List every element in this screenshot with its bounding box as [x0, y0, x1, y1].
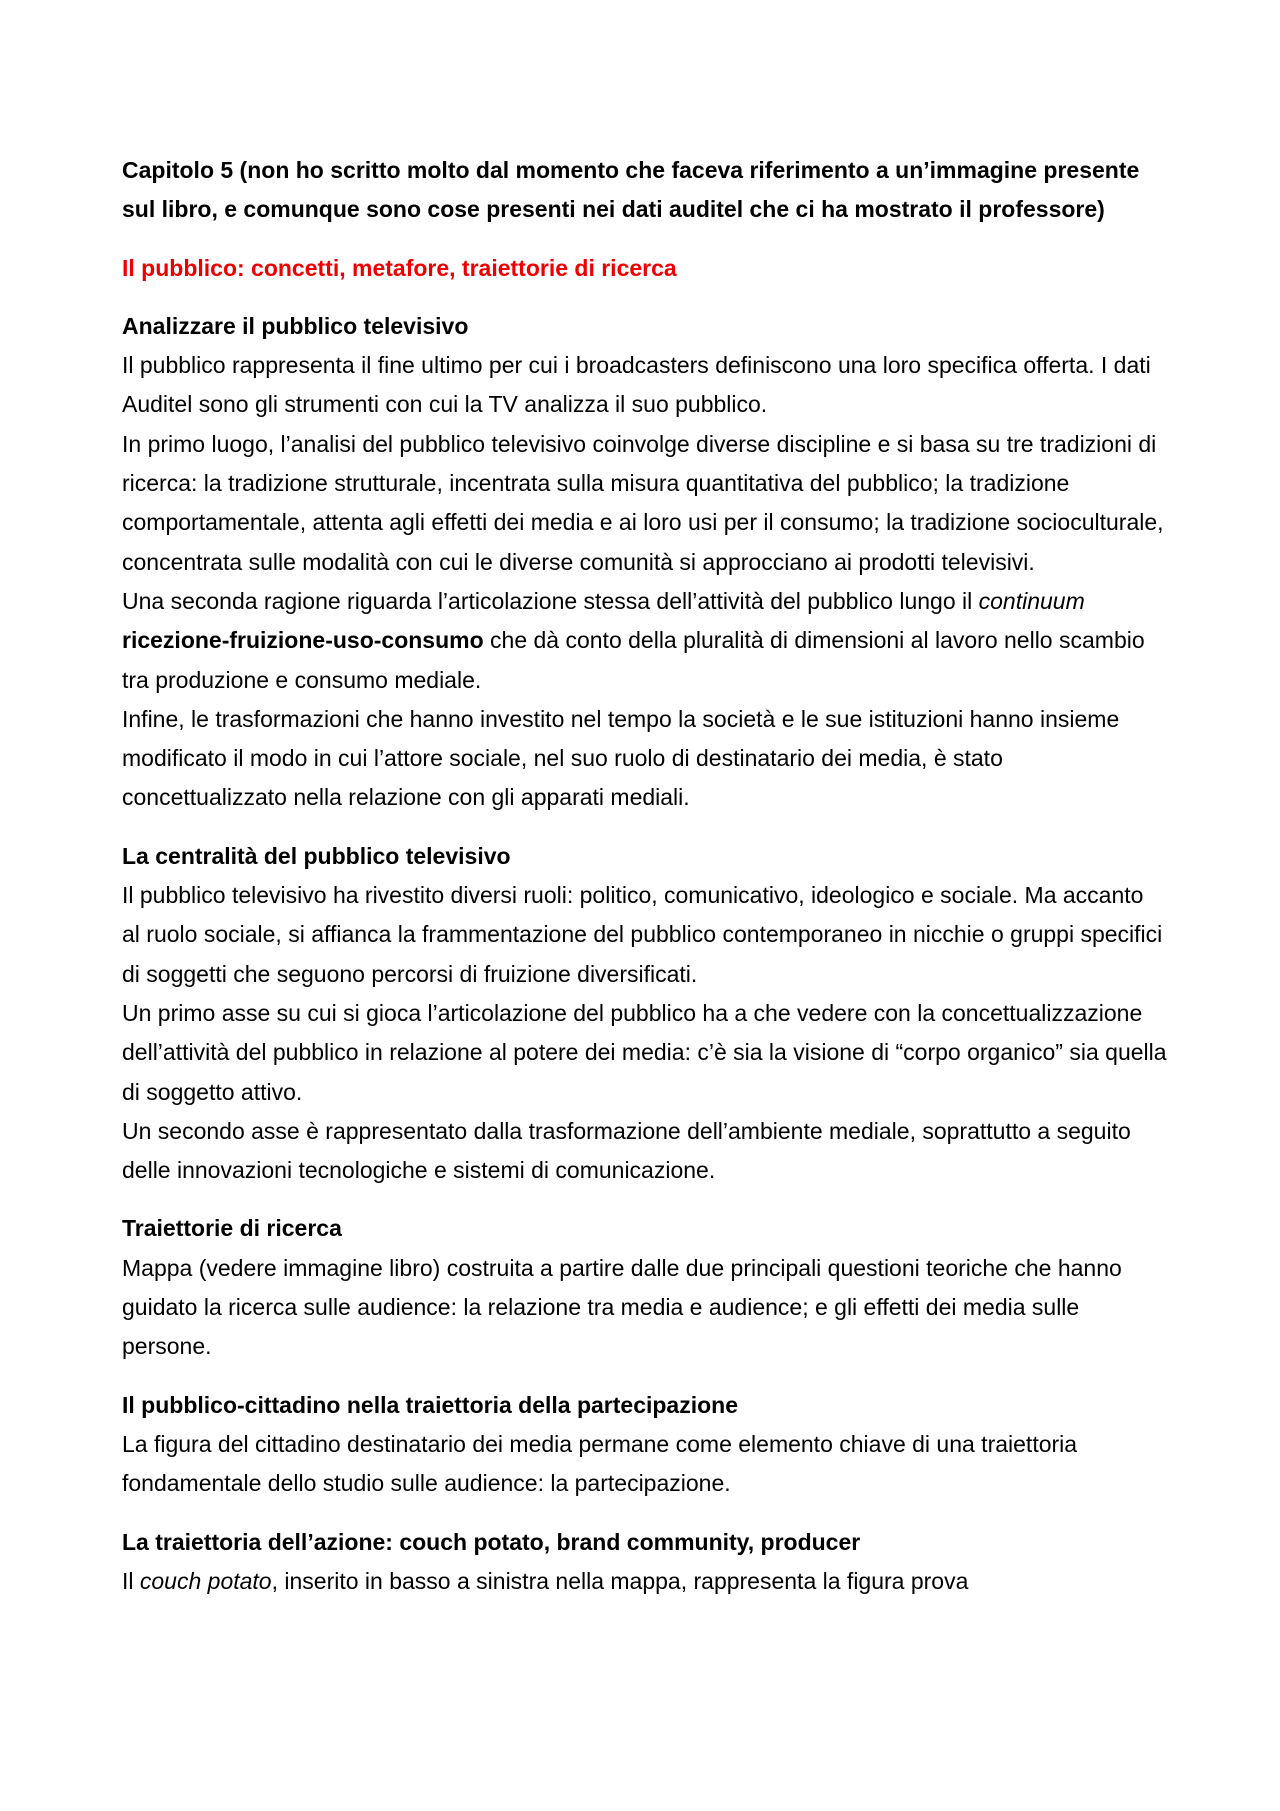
section-centralita [122, 837, 1167, 1191]
section-heading: La centralità del pubblico televisivo [122, 842, 511, 869]
section-traiettorie [122, 1209, 1167, 1366]
italic-term: couch potato [139, 1567, 272, 1594]
section-analizzare [122, 307, 1167, 818]
chapter-title: Il pubblico: concetti, metafore, traiettorie di ricerca [122, 254, 677, 281]
section-heading: Analizzare il pubblico televisivo [122, 312, 469, 339]
paragraph: La figura del cittadino destinatario dei media permane come elemento chiave di una traiettoria fondamentale dello studio sulle audience: la partecipazione. [122, 1430, 1078, 1497]
paragraph: Il pubblico rappresenta il fine ultimo per cui i broadcasters definiscono una loro specifica offerta. I dati Auditel sono gli strumenti con cui la TV analizza il suo pubblico. [122, 352, 1151, 418]
text-run: che dà conto della pluralità di dimensioni al lavoro nello scambio tra produzione e consumo mediale. [122, 627, 1145, 693]
paragraph: Mappa (vedere immagine libro) costruita a partire dalle due principali questioni teoriche che hanno guidato la ricerca sulle audience: la relazione tra media e audience; e gli effetti dei media sulle persone. [122, 1254, 1122, 1360]
paragraph: Il pubblico televisivo ha rivestito diversi ruoli: politico, comunicativo, ideologico e sociale. Ma accanto al ruolo sociale, si affianca la frammentazione del pubblico contemporaneo in nicchie o gruppi specifici di soggetti che seguono percorsi di fruizione diversificati. [122, 882, 1163, 987]
paragraph: Infine, le trasformazioni che hanno investito nel tempo la società e le sue istituzioni hanno insieme modificato il modo in cui l’attore sociale, nel suo ruolo di destinatario dei media, è stato concettualizzato nella relazione con gli apparati mediali. [122, 705, 1120, 811]
text-run: , inserito in basso a sinistra nella mappa, rappresenta la figura prova [271, 1567, 969, 1594]
paragraph: Un primo asse su cui si gioca l’articolazione del pubblico ha a che vedere con la concettualizzazione dell’attività del pubblico in relazione al potere dei media: c’è sia la visione di “corpo organico” sia quella di soggetto attivo. [122, 999, 1167, 1105]
section-azione [122, 1523, 1167, 1602]
paragraph [122, 1562, 1167, 1601]
bold-term: ricezione-fruizione-uso-consumo [122, 627, 484, 654]
section-cittadino [122, 1386, 1167, 1504]
text-run: Una seconda ragione riguarda l’articolazione stessa dell’attività del pubblico lungo il [122, 587, 979, 614]
text-run: Il [122, 1567, 140, 1594]
italic-term: continuum [978, 587, 1085, 614]
intro-note: Capitolo 5 (non ho scritto molto dal momento che faceva riferimento a un’immagine presente sul libro, e comunque sono cose presenti nei dati auditel che ci ha mostrato il professore) [122, 157, 1140, 223]
document-body [122, 151, 1167, 1620]
paragraph [122, 582, 1167, 700]
paragraph: In primo luogo, l’analisi del pubblico televisivo coinvolge diverse discipline e si basa su tre tradizioni di ricerca: la tradizione strutturale, incentrata sulla misura quantitativa del pubblico; la tradizione comportamentale, attenta agli effetti dei media e ai loro usi per il consumo; la tradizione socioculturale, concentrata sulle modalità con cui le diverse comunità si approcciano ai prodotti televisivi. [122, 430, 1164, 575]
section-heading: Traiettorie di ricerca [122, 1215, 342, 1242]
section-heading: Il pubblico-cittadino nella traiettoria della partecipazione [122, 1391, 738, 1418]
section-heading: La traiettoria dell’azione: couch potato, brand community, producer [122, 1528, 861, 1555]
paragraph: Un secondo asse è rappresentato dalla trasformazione dell’ambiente mediale, soprattutto a seguito delle innovazioni tecnologiche e sistemi di comunicazione. [122, 1117, 1131, 1184]
